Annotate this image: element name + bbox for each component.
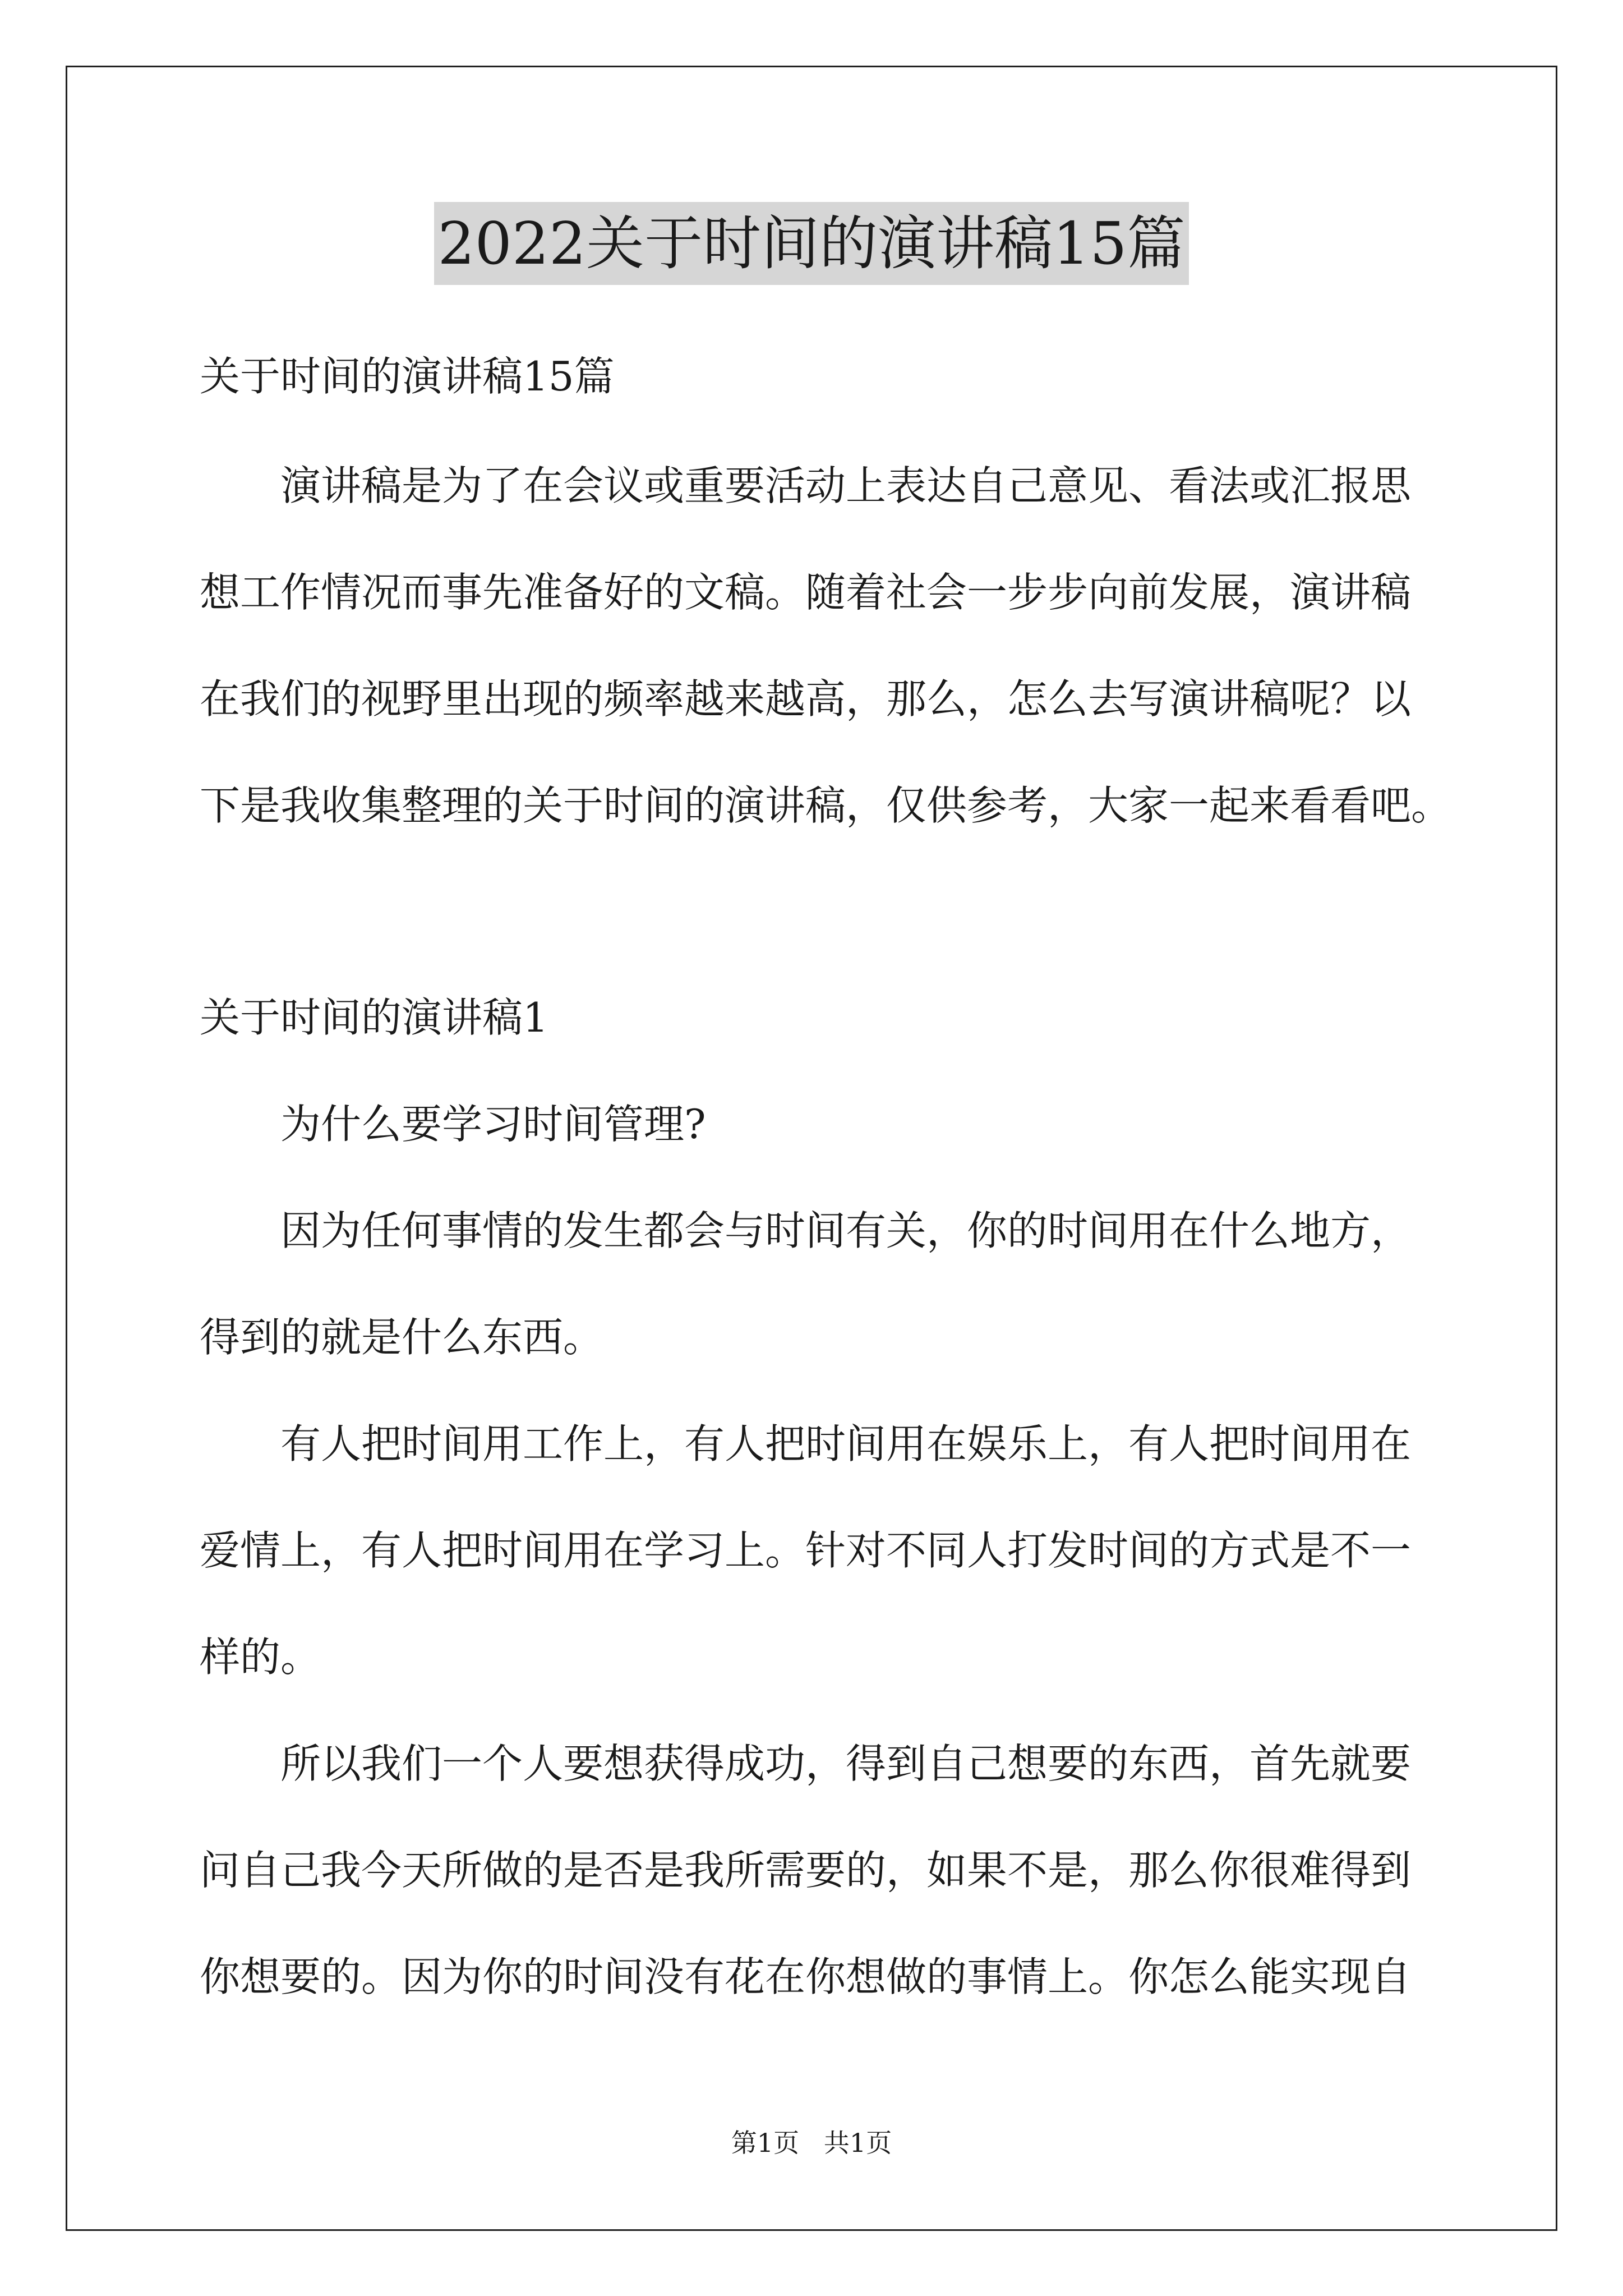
paragraph-line: 在我们的视野里出现的频率越来越高，那么，怎么去写演讲稿呢？以 <box>200 675 1412 723</box>
paragraph-line: 有人把时间用工作上，有人把时间用在娱乐上，有人把时间用在 <box>280 1420 1412 1467</box>
paragraph-line: 想工作情况而事先准备好的文稿。随着社会一步步向前发展，演讲稿 <box>200 569 1412 616</box>
paragraph-line: 所以我们一个人要想获得成功，得到自己想要的东西，首先就要 <box>280 1740 1412 1787</box>
paragraph-line: 问自己我今天所做的是否是我所需要的，如果不是，那么你很难得到 <box>200 1847 1412 1894</box>
paragraph-line: 得到的就是什么东西。 <box>200 1314 604 1361</box>
page-footer: 第1页 共1页 <box>731 2128 892 2158</box>
paragraph-line: 演讲稿是为了在会议或重要活动上表达自己意见、看法或汇报思 <box>280 462 1412 509</box>
paragraph-line: 爱情上，有人把时间用在学习上。针对不同人打发时间的方式是不一 <box>200 1527 1412 1574</box>
paragraph-line: 样的。 <box>200 1634 321 1681</box>
paragraph-line: 下是我收集整理的关于时间的演讲稿，仅供参考，大家一起来看看吧。 <box>200 782 1452 829</box>
paragraph-line: 因为任何事情的发生都会与时间有关，你的时间用在什么地方， <box>280 1207 1412 1254</box>
subtitle-line: 关于时间的演讲稿15篇 <box>200 353 615 400</box>
section-heading: 关于时间的演讲稿1 <box>200 994 548 1041</box>
document-title: 2022关于时间的演讲稿15篇 <box>434 202 1188 285</box>
paragraph-line: 你想要的。因为你的时间没有花在你想做的事情上。你怎么能实现自 <box>200 1953 1412 2000</box>
paragraph-line: 为什么要学习时间管理? <box>280 1101 706 1148</box>
title-container <box>0 202 1623 285</box>
